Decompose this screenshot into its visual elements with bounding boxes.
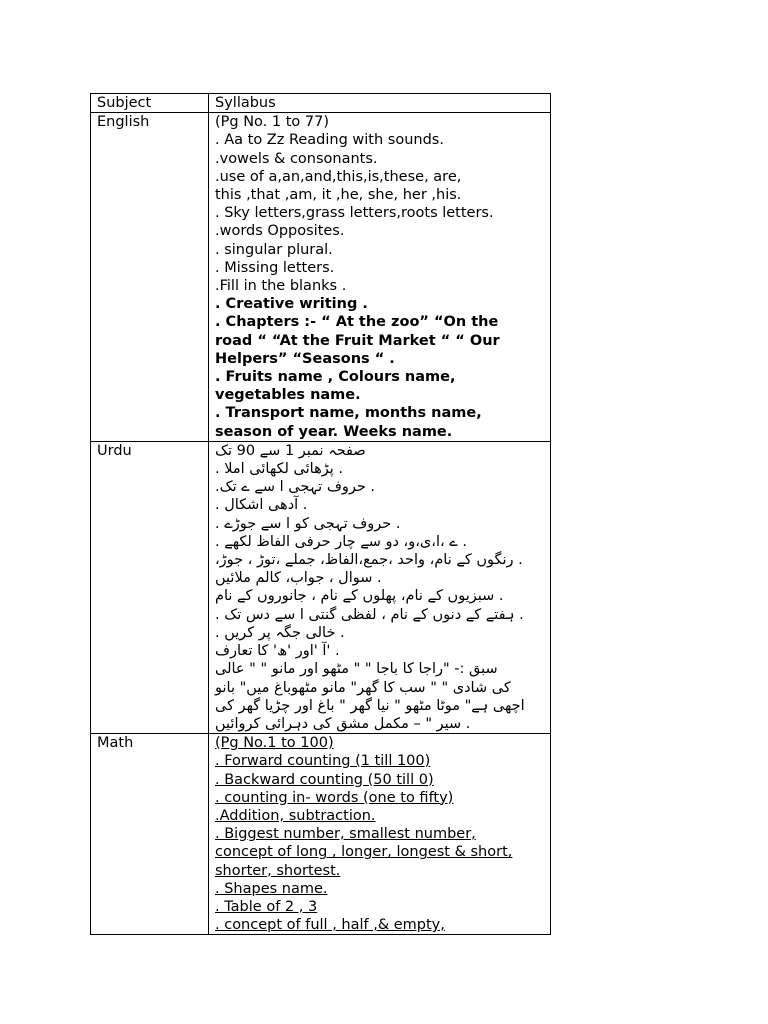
english-bold-line: . Chapters :- “ At the zoo” “On the — [215, 314, 499, 331]
urdu-line: . سوال ، جواب، کالم ملائیں — [215, 570, 382, 587]
urdu-line: . رنگوں کے نام، واحد ،جمع،الفاظ، جملے ،توڑ ، جوڑ، — [215, 552, 523, 569]
urdu-line: . ہفتے کے دنوں کے نام ، لفظی گنتی ا سے دس تک . — [215, 606, 524, 623]
urdu-line: . خالی جگہ پر کریں . — [215, 624, 345, 641]
english-line: .words Opposites. — [215, 223, 345, 240]
urdu-lesson-line: اچھی ہے" موٹا مٹھو " نیا گھر " باغ اور چڑیا گھر کی — [215, 697, 525, 714]
subject-math: Math — [91, 734, 209, 935]
urdu-line: . حروف تہجی ا سے ے تک. — [215, 479, 376, 496]
english-bold-line: season of year. Weeks name. — [215, 423, 453, 440]
english-bold-line: road “ “At the Fruit Market “ “ Our — [215, 332, 500, 349]
table-row-math — [91, 734, 551, 935]
english-line: . Missing letters. — [215, 259, 335, 276]
math-line: (Pg No.1 to 100) — [215, 735, 334, 752]
syllabus-english — [209, 113, 551, 442]
table-row-urdu — [91, 441, 551, 733]
math-line: . Shapes name. — [215, 880, 328, 897]
urdu-lesson-line: کی شادی " " سب کا گھر" مانو مٹھوباغ میں" بانو — [215, 679, 511, 696]
urdu-line: . ے ،ا،ی،و، دو سے چار حرفی الفاظ لکھے . — [215, 533, 467, 550]
table-header-row — [91, 94, 551, 113]
subject-urdu: Urdu — [91, 441, 209, 733]
english-bold-line: . Transport name, months name, — [215, 405, 482, 422]
math-line: . Forward counting (1 till 100) — [215, 753, 431, 770]
math-line: . Backward counting (50 till 0) — [215, 771, 434, 788]
syllabus-math — [209, 734, 551, 935]
math-line: . concept of full , half ,& empty, — [215, 917, 445, 934]
english-bold-line: . Fruits name , Colours name, — [215, 369, 456, 386]
math-line: shorter, shortest. — [215, 862, 341, 879]
english-line: . singular plural. — [215, 241, 333, 258]
english-bold-line: vegetables name. — [215, 387, 361, 404]
header-subject: Subject — [91, 94, 209, 113]
math-line: . Table of 2 , 3 — [215, 898, 318, 915]
urdu-line: . پڑھائی لکھائی املا . — [215, 461, 343, 478]
math-line: . counting in- words (one to fifty) — [215, 789, 454, 806]
english-line: .vowels & consonants. — [215, 150, 378, 167]
urdu-lesson-line: . سیر " – مکمل مشق کی دہرائی کروائیں — [215, 715, 471, 732]
header-syllabus: Syllabus — [209, 94, 551, 113]
math-line: . Biggest number, smallest number, — [215, 826, 476, 843]
english-bold-line: Helpers” “Seasons “ . — [215, 350, 395, 367]
english-line: this ,that ,am, it ,he, she, her ,his. — [215, 187, 462, 204]
urdu-line: . 'آ 'اور 'ھ' کا تعارف — [215, 643, 340, 660]
english-line: .use of a,an,and,this,is,these, are, — [215, 168, 462, 185]
urdu-lesson-line: سبق :- "راجا کا باجا " " مٹھو اور مانو " " عالی — [215, 661, 498, 678]
english-line: (Pg No. 1 to 77) — [215, 114, 330, 131]
english-line: .Fill in the blanks . — [215, 278, 347, 295]
syllabus-urdu — [209, 441, 551, 733]
english-bold-line: . Creative writing . — [215, 296, 368, 313]
math-line: .Addition, subtraction. — [215, 807, 376, 824]
syllabus-table — [90, 93, 551, 935]
table-row-english — [91, 113, 551, 442]
math-line: concept of long , longer, longest & short, — [215, 844, 513, 861]
subject-english: English — [91, 113, 209, 442]
english-line: . Aa to Zz Reading with sounds. — [215, 132, 444, 149]
urdu-line: . حروف تہجی کو ا سے جوڑے . — [215, 515, 401, 532]
urdu-line: . آدھی اشکال . — [215, 497, 308, 514]
urdu-line: صفحہ نمبر 1 سے 90 تک — [215, 442, 366, 459]
english-line: . Sky letters,grass letters,roots letters. — [215, 205, 494, 222]
urdu-line: . سبزیوں کے نام، پھلوں کے نام ، جانوروں کے نام — [215, 588, 504, 605]
